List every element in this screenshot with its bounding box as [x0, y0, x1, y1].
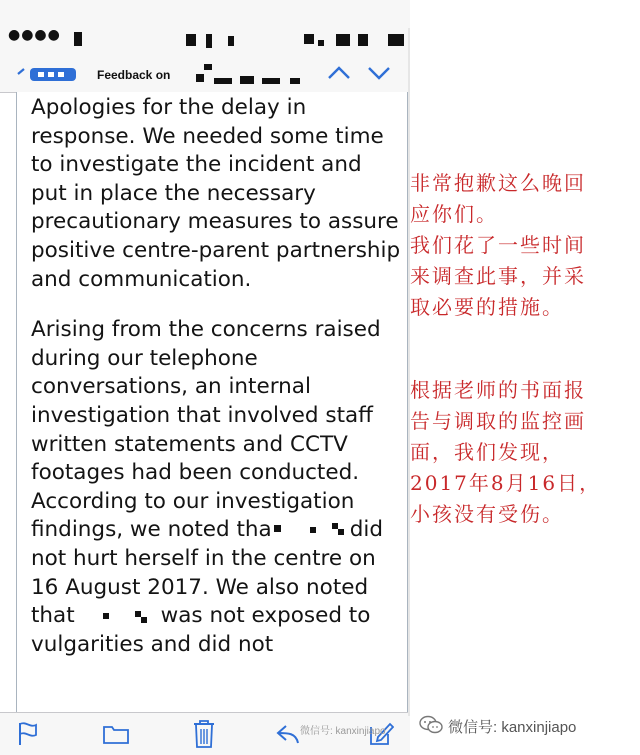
- annotation-line: 根据老师的书面报: [410, 378, 586, 402]
- status-bar: [0, 0, 410, 56]
- annotation-line: 取必要的措施。: [410, 295, 564, 319]
- redaction-block: [240, 76, 254, 84]
- email-body-frame: [16, 92, 408, 712]
- redaction-block: [388, 34, 404, 46]
- annotation-line: 来调查此事，并采: [410, 264, 586, 288]
- redaction-block: [336, 34, 350, 46]
- redaction-block: [206, 34, 212, 48]
- folder-icon[interactable]: [102, 723, 130, 745]
- annotation-line: 2017年8月16日，: [410, 471, 602, 495]
- redaction-block: [214, 78, 232, 84]
- redaction-block: [318, 40, 324, 46]
- redaction-block: [228, 36, 234, 46]
- annotation-line: 非常抱歉这么晚回: [410, 171, 586, 195]
- watermark-main: 微信号: kanxinjiapo: [448, 719, 577, 736]
- chevron-up-icon[interactable]: [326, 62, 352, 84]
- mail-header: [0, 56, 410, 93]
- redaction-block: [358, 34, 368, 46]
- annotation-gap: [410, 323, 638, 375]
- chinese-annotation: [410, 168, 638, 530]
- chevron-down-icon[interactable]: [366, 62, 392, 84]
- email-text: did not hurt herself in the centre on 16 August 2017. We also noted that: [31, 517, 390, 629]
- wechat-icon: [418, 714, 444, 736]
- redaction-block: [204, 64, 212, 70]
- annotation-line: 小孩没有受伤。: [410, 502, 564, 526]
- email-paragraph: [31, 316, 403, 659]
- redaction-block: [74, 32, 82, 46]
- signal-strength-icon: ●●●●: [8, 27, 61, 43]
- annotation-line: 面，我们发现，: [410, 440, 564, 464]
- redaction-block: [304, 34, 314, 44]
- redaction-block: [290, 78, 300, 84]
- annotation-line: 告与调取的监控画: [410, 409, 586, 433]
- email-text: was not exposed to vulgarities and did not: [31, 603, 378, 657]
- redaction-block: [186, 34, 196, 46]
- email-paragraph: Apologies for the delay in response. We needed some time to investigate the incident and put in place the necessary precautionary measures to assure positive centre-parent partnership and communication.: [31, 95, 408, 292]
- redaction-block: [196, 74, 204, 82]
- redacted-name: [75, 607, 161, 625]
- back-icon[interactable]: [16, 66, 78, 82]
- annotation-line: 应你们。: [410, 202, 498, 226]
- redacted-name: [272, 521, 350, 539]
- trash-icon[interactable]: [192, 719, 216, 749]
- email-text: Arising from the concerns raised during our telephone conversations, an internal investigation that involved staff written statements and CCTV footages had been conducted. According to our investigation findings, we noted tha: [31, 317, 388, 543]
- email-body: [31, 94, 408, 681]
- flag-icon[interactable]: [16, 721, 40, 747]
- redaction-block: [262, 78, 280, 84]
- annotation-line: 我们花了一些时间: [410, 233, 586, 257]
- reply-icon[interactable]: [276, 723, 300, 745]
- watermark-small: 微信号: kanxinjiapo: [300, 726, 386, 737]
- email-subject: Feedback on: [97, 68, 171, 82]
